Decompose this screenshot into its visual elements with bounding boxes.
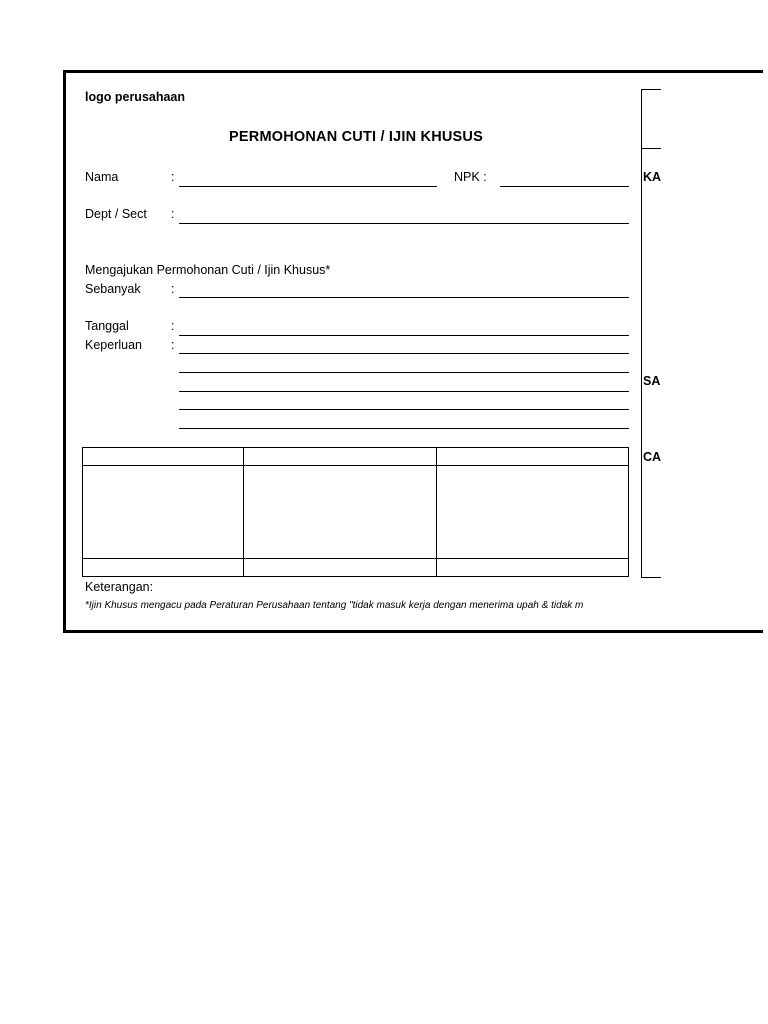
keperluan-field-line[interactable]: [179, 409, 629, 410]
keperluan-field-line[interactable]: [179, 391, 629, 392]
nama-label: Nama: [85, 170, 119, 184]
keperluan-field-line[interactable]: [179, 353, 629, 354]
tanggal-label: Tanggal: [85, 319, 129, 333]
signature-table-header-divider: [82, 465, 629, 466]
side-panel-bottom-line: [641, 577, 661, 578]
sebanyak-colon: :: [171, 282, 175, 296]
keperluan-label: Keperluan: [85, 338, 142, 352]
dept-field-line[interactable]: [179, 223, 629, 224]
tanggal-colon: :: [171, 319, 175, 333]
side-panel-label-sa: SA: [643, 374, 661, 388]
signature-table-footer-divider: [82, 558, 629, 559]
company-logo-placeholder: logo perusahaan: [85, 90, 186, 104]
nama-field-line[interactable]: [179, 186, 437, 187]
keperluan-field-line[interactable]: [179, 372, 629, 373]
sebanyak-field-line[interactable]: [179, 297, 629, 298]
signature-table-col-divider: [436, 447, 437, 577]
keterangan-label: Keterangan:: [85, 580, 154, 594]
nama-colon: :: [171, 170, 175, 184]
sebanyak-label: Sebanyak: [85, 282, 141, 296]
npk-field-line[interactable]: [500, 186, 629, 187]
dept-label: Dept / Sect: [85, 207, 147, 221]
side-panel-border: [641, 89, 642, 577]
request-text: Mengajukan Permohonan Cuti / Ijin Khusus*: [85, 263, 331, 277]
side-panel-top-line: [641, 89, 661, 90]
npk-label: NPK :: [454, 170, 487, 184]
footnote-text: *Ijin Khusus mengacu pada Peraturan Perusahaan tentang "tidak masuk kerja dengan menerima upah & tidak m: [85, 600, 584, 611]
keperluan-field-line[interactable]: [179, 428, 629, 429]
tanggal-field-line[interactable]: [179, 335, 629, 336]
keperluan-colon: :: [171, 338, 175, 352]
signature-table-col-divider: [243, 447, 244, 577]
form-title: PERMOHONAN CUTI / IJIN KHUSUS: [229, 129, 483, 145]
side-panel-divider: [641, 148, 661, 149]
dept-colon: :: [171, 207, 175, 221]
side-panel-label-ca: CA: [643, 450, 662, 464]
side-panel-label-ka: KA: [643, 170, 662, 184]
